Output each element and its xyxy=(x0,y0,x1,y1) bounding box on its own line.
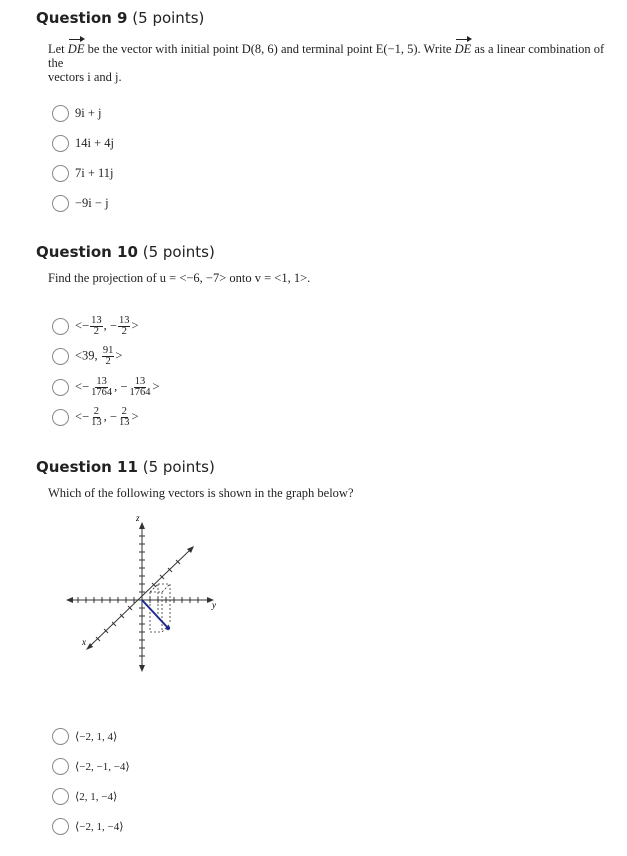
question-9-prompt: Let DE be the vector with initial point D(8, 6) and terminal point E(−1, 5). Write DE as a linear combination of the vectors i and j. xyxy=(48,42,605,84)
q11-option-1[interactable]: ⟨−2, 1, 4⟩ xyxy=(52,728,117,745)
vector-graph-3d xyxy=(60,512,230,672)
q10-option-2[interactable]: <39, $\frac{91}{2}$ > xyxy=(52,346,122,367)
radio-button[interactable] xyxy=(52,105,69,122)
radio-button[interactable] xyxy=(52,409,69,426)
z-axis-arrow-bottom xyxy=(139,665,145,672)
radio-button[interactable] xyxy=(52,788,69,805)
q11-option-2[interactable]: ⟨−2, −1, −4⟩ xyxy=(52,758,130,775)
z-axis-arrow-top xyxy=(139,522,145,529)
question-9-title: Question 9 (5 points) xyxy=(36,9,205,27)
z-axis-label: z xyxy=(136,513,140,523)
q11-option-3[interactable]: ⟨2, 1, −4⟩ xyxy=(52,788,117,805)
q9-option-2[interactable]: 14i + 4j xyxy=(52,135,114,152)
q9-option-4[interactable]: −9i − j xyxy=(52,195,109,212)
radio-button[interactable] xyxy=(52,195,69,212)
q10-option-4[interactable]: <− $\frac{2}{13}$ , − $\frac{2}{13}$ > xyxy=(52,407,139,428)
question-10-prompt: Find the projection of u = <−6, −7> onto v = <1, 1>. xyxy=(48,271,311,285)
radio-button[interactable] xyxy=(52,379,69,396)
question-11-prompt: Which of the following vectors is shown in the graph below? xyxy=(48,486,354,500)
x-axis-label: x xyxy=(82,637,86,647)
q9-option-3[interactable]: 7i + 11j xyxy=(52,165,114,182)
radio-button[interactable] xyxy=(52,818,69,835)
y-axis-label: y xyxy=(212,600,216,610)
radio-button[interactable] xyxy=(52,348,69,365)
vector-arrow xyxy=(142,600,168,628)
question-10-title: Question 10 (5 points) xyxy=(36,243,215,261)
radio-button[interactable] xyxy=(52,318,69,335)
vector-tip xyxy=(166,626,170,630)
radio-button[interactable] xyxy=(52,135,69,152)
radio-button[interactable] xyxy=(52,728,69,745)
q10-option-1[interactable]: <− $\frac{13}{2}$ , − $\frac{13}{2}$ > xyxy=(52,316,139,337)
q10-option-3[interactable]: <− $\frac{13}{1764}$ , − $\frac{13}{1764}$ > xyxy=(52,377,160,398)
radio-button[interactable] xyxy=(52,758,69,775)
q9-option-1[interactable]: 9i + j xyxy=(52,105,102,122)
q11-option-4[interactable]: ⟨−2, 1, −4⟩ xyxy=(52,818,124,835)
projection-guides xyxy=(150,584,170,632)
y-axis-arrow-left xyxy=(66,597,73,603)
radio-button[interactable] xyxy=(52,165,69,182)
question-11-title: Question 11 (5 points) xyxy=(36,458,215,476)
